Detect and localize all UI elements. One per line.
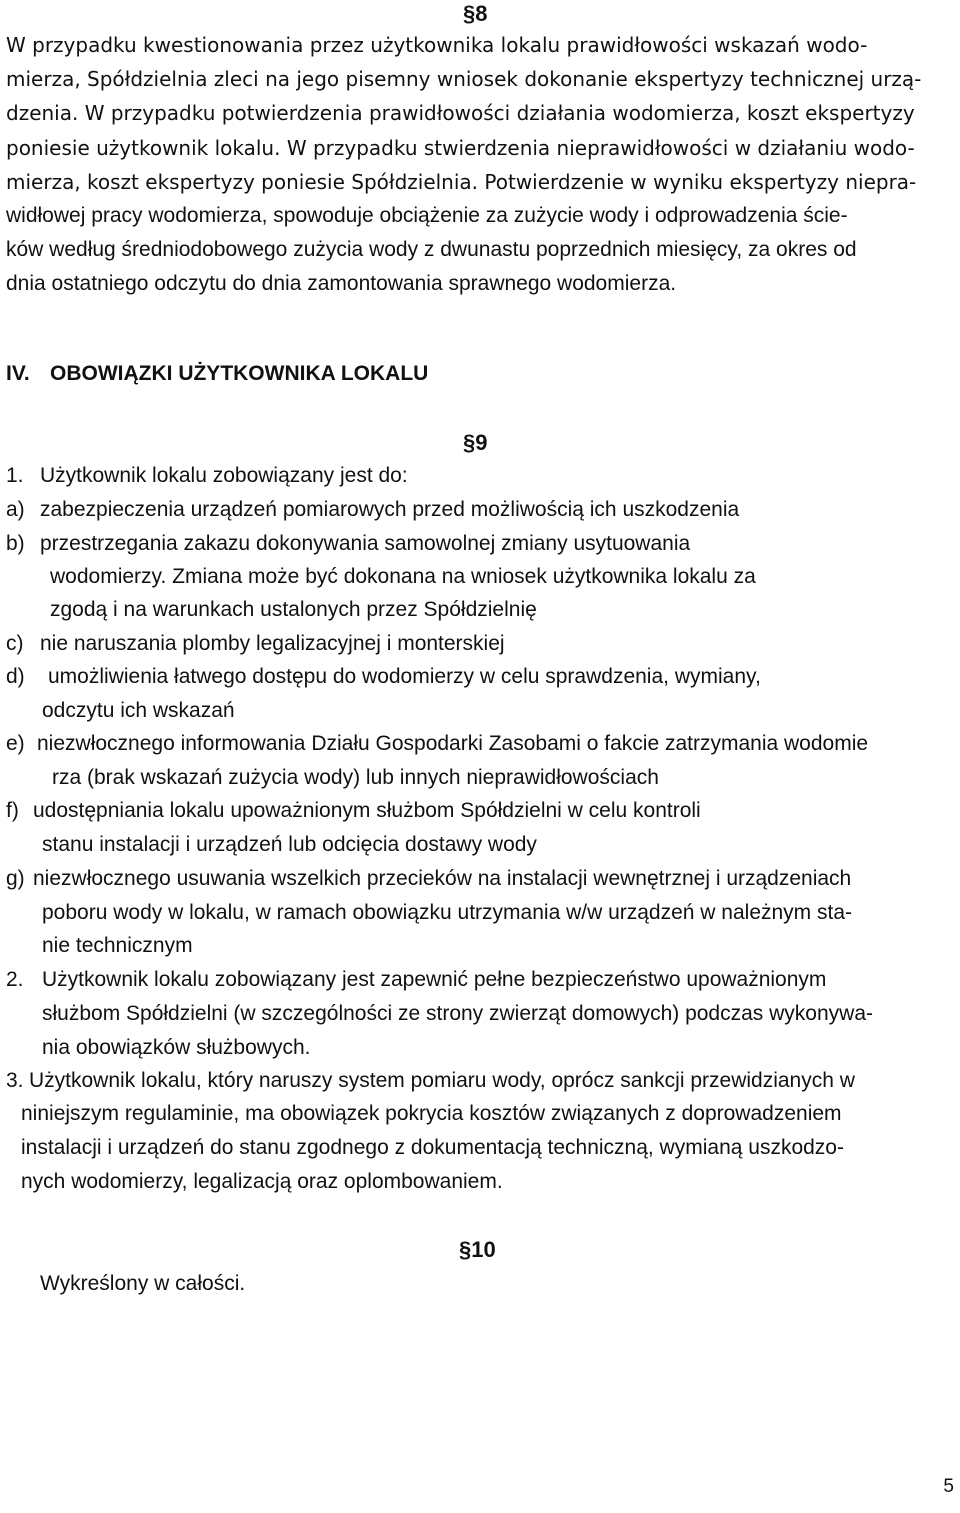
sub-b-line-2: wodomierzy. Zmiana może być dokonana na wniosek użytkownika lokalu za — [50, 565, 756, 588]
sub-e-line-1: niezwłocznego informowania Działu Gospodarki Zasobami o fakcie zatrzymania wodomie — [37, 732, 869, 755]
sub-c-line-1: nie naruszania plomby legalizacyjnej i monterskiej — [40, 632, 505, 655]
sub-f-marker: f) — [6, 799, 19, 822]
section-8-line-5: mierza, koszt ekspertyzy poniesie Spółdzielnia. Potwierdzenie w wyniku ekspertyzy niepra- — [6, 170, 917, 194]
item-3-line-3: instalacji i urządzeń do stanu zgodnego z dokumentacją techniczną, wymianą uszkodzo- — [21, 1136, 844, 1159]
sub-b-line-1: przestrzegania zakazu dokonywania samowolnej zmiany usytuowania — [40, 532, 691, 555]
section-10-text: Wykreślony w całości. — [40, 1272, 246, 1295]
item-2-line-3: nia obowiązków służbowych. — [42, 1036, 311, 1059]
item-3-line-1: Użytkownik lokalu, który naruszy system pomiaru wody, oprócz sankcji przewidzianych w — [29, 1069, 855, 1092]
sub-c-marker: c) — [6, 632, 24, 655]
sub-e-marker: e) — [6, 732, 25, 755]
sub-d-marker: d) — [6, 665, 25, 688]
item-1-text: Użytkownik lokalu zobowiązany jest do: — [40, 464, 408, 487]
chapter-number: IV. — [6, 362, 30, 385]
sub-g-line-1: niezwłocznego usuwania wszelkich przecieków na instalacji wewnętrznej i urządzeniach — [33, 867, 852, 890]
item-2-line-2: służbom Spółdzielni (w szczególności ze strony zwierząt domowych) podczas wykonywa- — [42, 1002, 873, 1025]
sub-f-line-1: udostępniania lokalu upoważnionym służbom Spółdzielni w celu kontroli — [33, 799, 701, 822]
sub-a-marker: a) — [6, 498, 25, 521]
section-8-line-4: poniesie użytkownik lokalu. W przypadku stwierdzenia nieprawidłowości w działaniu wodo- — [6, 136, 915, 160]
sub-g-line-3: nie technicznym — [42, 934, 193, 957]
sub-d-line-2: odczytu ich wskazań — [42, 699, 235, 722]
item-2-marker: 2. — [6, 968, 24, 991]
section-8-line-7: ków według średniodobowego zużycia wody z dwunastu poprzednich miesięcy, za okres od — [6, 238, 857, 261]
chapter-title: OBOWIĄZKI UŻYTKOWNIKA LOKALU — [50, 362, 429, 385]
section-8-line-3: dzenia. W przypadku potwierdzenia prawidłowości działania wodomierza, koszt ekspertyzy — [6, 101, 915, 125]
sub-b-marker: b) — [6, 532, 25, 555]
chapter-heading — [6, 362, 960, 386]
item-3-line-2: niniejszym regulaminie, ma obowiązek pokrycia kosztów związanych z doprowadzeniem — [21, 1102, 842, 1125]
section-8-line-6: widłowej pracy wodomierza, spowoduje obciążenie za zużycie wody i odprowadzenia ście- — [6, 204, 848, 227]
section-9-heading: §9 — [463, 430, 488, 455]
sub-a-line-1: zabezpieczenia urządzeń pomiarowych przed możliwością ich uszkodzenia — [40, 498, 740, 521]
section-8-line-1: W przypadku kwestionowania przez użytkownika lokalu prawidłowości wskazań wodo- — [6, 33, 868, 57]
item-3-marker: 3. — [6, 1069, 24, 1092]
section-8-line-2: mierza, Spółdzielnia zleci na jego pisemny wniosek dokonanie ekspertyzy technicznej urzą- — [6, 67, 922, 91]
page-number: 5 — [943, 1476, 954, 1497]
item-2-line-1: Użytkownik lokalu zobowiązany jest zapewnić pełne bezpieczeństwo upoważnionym — [42, 968, 827, 991]
section-8-line-8: dnia ostatniego odczytu do dnia zamontowania sprawnego wodomierza. — [6, 272, 677, 295]
sub-f-line-2: stanu instalacji i urządzeń lub odcięcia dostawy wody — [42, 833, 537, 856]
sub-b-line-3: zgodą i na warunkach ustalonych przez Spółdzielnię — [50, 598, 537, 621]
sub-e-line-2: rza (brak wskazań zużycia wody) lub innych nieprawidłowościach — [52, 766, 659, 789]
sub-g-marker: g) — [6, 867, 25, 890]
sub-d-line-1: umożliwienia łatwego dostępu do wodomierzy w celu sprawdzenia, wymiany, — [48, 665, 761, 688]
sub-g-line-2: poboru wody w lokalu, w ramach obowiązku utrzymania w/w urządzeń w należnym sta- — [42, 901, 853, 924]
section-8-heading: §8 — [463, 1, 488, 26]
item-3-line-4: nych wodomierzy, legalizacją oraz oplombowaniem. — [21, 1170, 503, 1193]
item-1-marker: 1. — [6, 464, 24, 487]
section-10-heading: §10 — [459, 1237, 496, 1262]
